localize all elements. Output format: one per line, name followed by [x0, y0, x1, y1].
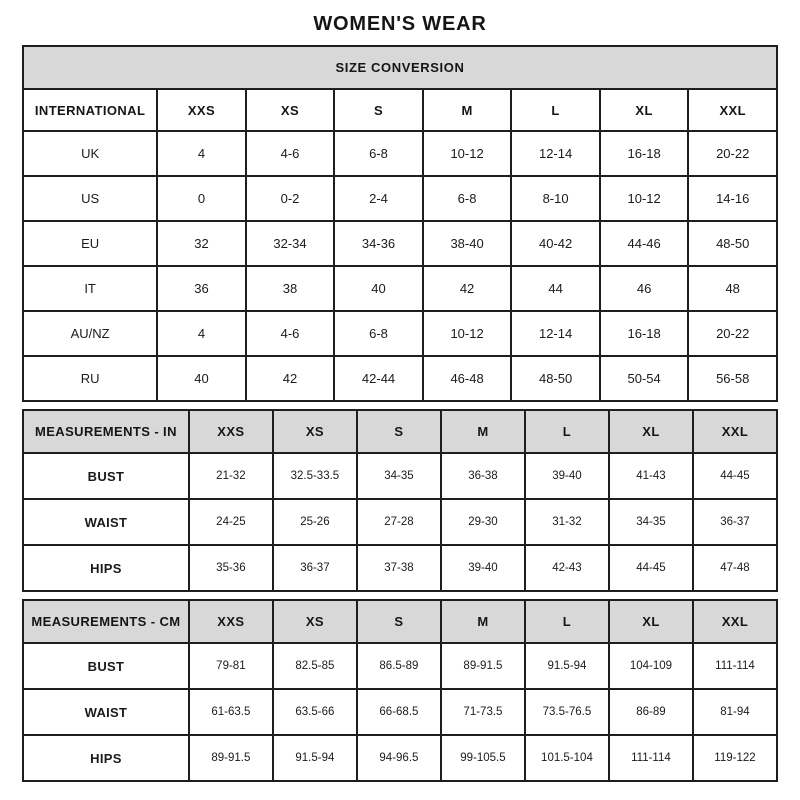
table-row-ru	[23, 356, 777, 401]
cell-ru-xl: 50-54	[600, 356, 689, 401]
cell-waist-xs: 63.5-66	[273, 689, 357, 735]
col-header-m: M	[441, 600, 525, 643]
cell-bust-xxl: 111-114	[693, 643, 777, 689]
cell-ru-xxl: 56-58	[688, 356, 777, 401]
cell-bust-xxs: 21-32	[189, 453, 273, 499]
cell-au-nz-l: 12-14	[511, 311, 600, 356]
cell-bust-xxs: 79-81	[189, 643, 273, 689]
cell-hips-xl: 44-45	[609, 545, 693, 591]
table-banner-size-conversion: SIZE CONVERSION	[23, 46, 777, 89]
table-row-uk	[23, 131, 777, 176]
cell-waist-m: 29-30	[441, 499, 525, 545]
cell-it-xxs: 36	[157, 266, 246, 311]
cell-waist-xs: 25-26	[273, 499, 357, 545]
col-header-xs: XS	[273, 600, 357, 643]
cell-hips-s: 37-38	[357, 545, 441, 591]
table-row-bust	[23, 453, 777, 499]
cell-hips-l: 42-43	[525, 545, 609, 591]
cell-bust-l: 91.5-94	[525, 643, 609, 689]
col-header-measurements-in: MEASUREMENTS - IN	[23, 410, 189, 453]
cell-it-s: 40	[334, 266, 423, 311]
col-header-m: M	[441, 410, 525, 453]
cell-waist-xxs: 61-63.5	[189, 689, 273, 735]
cell-us-s: 2-4	[334, 176, 423, 221]
measurements-cm-table	[22, 599, 778, 782]
cell-hips-xxl: 119-122	[693, 735, 777, 781]
col-header-m: M	[423, 89, 512, 131]
cell-uk-l: 12-14	[511, 131, 600, 176]
table-row-eu	[23, 221, 777, 266]
col-header-xxs: XXS	[157, 89, 246, 131]
cell-hips-xxl: 47-48	[693, 545, 777, 591]
row-label-waist: WAIST	[23, 689, 189, 735]
row-label-bust: BUST	[23, 453, 189, 499]
col-header-l: L	[511, 89, 600, 131]
row-label-us: US	[23, 176, 157, 221]
col-header-s: S	[357, 600, 441, 643]
col-header-xxl: XXL	[688, 89, 777, 131]
cell-bust-m: 36-38	[441, 453, 525, 499]
col-header-s: S	[334, 89, 423, 131]
cell-uk-xxs: 4	[157, 131, 246, 176]
cell-hips-xl: 111-114	[609, 735, 693, 781]
cell-ru-l: 48-50	[511, 356, 600, 401]
cell-us-m: 6-8	[423, 176, 512, 221]
row-label-hips: HIPS	[23, 735, 189, 781]
row-label-hips: HIPS	[23, 545, 189, 591]
cell-waist-s: 27-28	[357, 499, 441, 545]
row-label-waist: WAIST	[23, 499, 189, 545]
cell-hips-s: 94-96.5	[357, 735, 441, 781]
cell-uk-m: 10-12	[423, 131, 512, 176]
cell-hips-xxs: 35-36	[189, 545, 273, 591]
table-row-it	[23, 266, 777, 311]
col-header-xxs: XXS	[189, 600, 273, 643]
table-row-hips	[23, 545, 777, 591]
cell-eu-l: 40-42	[511, 221, 600, 266]
cell-us-xs: 0-2	[246, 176, 335, 221]
cell-ru-xxs: 40	[157, 356, 246, 401]
cell-hips-m: 39-40	[441, 545, 525, 591]
cell-hips-xxs: 89-91.5	[189, 735, 273, 781]
measurements-in-table	[22, 409, 778, 592]
cell-bust-xs: 32.5-33.5	[273, 453, 357, 499]
cell-waist-xxs: 24-25	[189, 499, 273, 545]
cell-eu-xs: 32-34	[246, 221, 335, 266]
row-label-it: IT	[23, 266, 157, 311]
cell-bust-m: 89-91.5	[441, 643, 525, 689]
col-header-s: S	[357, 410, 441, 453]
cell-hips-xs: 91.5-94	[273, 735, 357, 781]
cell-it-m: 42	[423, 266, 512, 311]
cell-bust-xxl: 44-45	[693, 453, 777, 499]
col-header-xl: XL	[609, 600, 693, 643]
cell-waist-l: 31-32	[525, 499, 609, 545]
col-header-l: L	[525, 410, 609, 453]
size-conversion-table	[22, 45, 778, 402]
cell-bust-s: 34-35	[357, 453, 441, 499]
cell-eu-xl: 44-46	[600, 221, 689, 266]
cell-waist-m: 71-73.5	[441, 689, 525, 735]
cell-uk-s: 6-8	[334, 131, 423, 176]
col-header-l: L	[525, 600, 609, 643]
cell-ru-m: 46-48	[423, 356, 512, 401]
cell-ru-xs: 42	[246, 356, 335, 401]
row-label-au-nz: AU/NZ	[23, 311, 157, 356]
col-header-international: INTERNATIONAL	[23, 89, 157, 131]
row-label-eu: EU	[23, 221, 157, 266]
row-label-bust: BUST	[23, 643, 189, 689]
cell-waist-xxl: 81-94	[693, 689, 777, 735]
table-row-waist	[23, 689, 777, 735]
col-header-xs: XS	[246, 89, 335, 131]
cell-us-xxl: 14-16	[688, 176, 777, 221]
cell-us-l: 8-10	[511, 176, 600, 221]
cell-uk-xl: 16-18	[600, 131, 689, 176]
table-row-waist	[23, 499, 777, 545]
page-title: WOMEN'S WEAR	[313, 13, 487, 35]
column-header-row	[23, 89, 777, 131]
cell-ru-s: 42-44	[334, 356, 423, 401]
cell-au-nz-xl: 16-18	[600, 311, 689, 356]
cell-us-xxs: 0	[157, 176, 246, 221]
cell-hips-m: 99-105.5	[441, 735, 525, 781]
table-banner-row	[23, 46, 777, 89]
col-header-xl: XL	[600, 89, 689, 131]
cell-eu-xxl: 48-50	[688, 221, 777, 266]
row-label-ru: RU	[23, 356, 157, 401]
cell-it-xs: 38	[246, 266, 335, 311]
table-row-au-nz	[23, 311, 777, 356]
cell-hips-l: 101.5-104	[525, 735, 609, 781]
table-row-bust	[23, 643, 777, 689]
cell-au-nz-s: 6-8	[334, 311, 423, 356]
column-header-row	[23, 410, 777, 453]
row-label-uk: UK	[23, 131, 157, 176]
cell-it-xxl: 48	[688, 266, 777, 311]
cell-bust-s: 86.5-89	[357, 643, 441, 689]
cell-uk-xxl: 20-22	[688, 131, 777, 176]
cell-au-nz-xxs: 4	[157, 311, 246, 356]
cell-bust-l: 39-40	[525, 453, 609, 499]
col-header-measurements-cm: MEASUREMENTS - CM	[23, 600, 189, 643]
cell-eu-xxs: 32	[157, 221, 246, 266]
cell-au-nz-m: 10-12	[423, 311, 512, 356]
cell-uk-xs: 4-6	[246, 131, 335, 176]
cell-bust-xl: 104-109	[609, 643, 693, 689]
col-header-xxl: XXL	[693, 600, 777, 643]
cell-au-nz-xs: 4-6	[246, 311, 335, 356]
column-header-row	[23, 600, 777, 643]
table-row-hips	[23, 735, 777, 781]
cell-waist-l: 73.5-76.5	[525, 689, 609, 735]
cell-waist-xl: 34-35	[609, 499, 693, 545]
cell-it-l: 44	[511, 266, 600, 311]
col-header-xl: XL	[609, 410, 693, 453]
col-header-xxs: XXS	[189, 410, 273, 453]
cell-waist-s: 66-68.5	[357, 689, 441, 735]
cell-eu-m: 38-40	[423, 221, 512, 266]
table-row-us	[23, 176, 777, 221]
cell-bust-xl: 41-43	[609, 453, 693, 499]
col-header-xs: XS	[273, 410, 357, 453]
col-header-xxl: XXL	[693, 410, 777, 453]
cell-it-xl: 46	[600, 266, 689, 311]
cell-waist-xl: 86-89	[609, 689, 693, 735]
cell-us-xl: 10-12	[600, 176, 689, 221]
cell-bust-xs: 82.5-85	[273, 643, 357, 689]
cell-hips-xs: 36-37	[273, 545, 357, 591]
cell-eu-s: 34-36	[334, 221, 423, 266]
cell-au-nz-xxl: 20-22	[688, 311, 777, 356]
cell-waist-xxl: 36-37	[693, 499, 777, 545]
